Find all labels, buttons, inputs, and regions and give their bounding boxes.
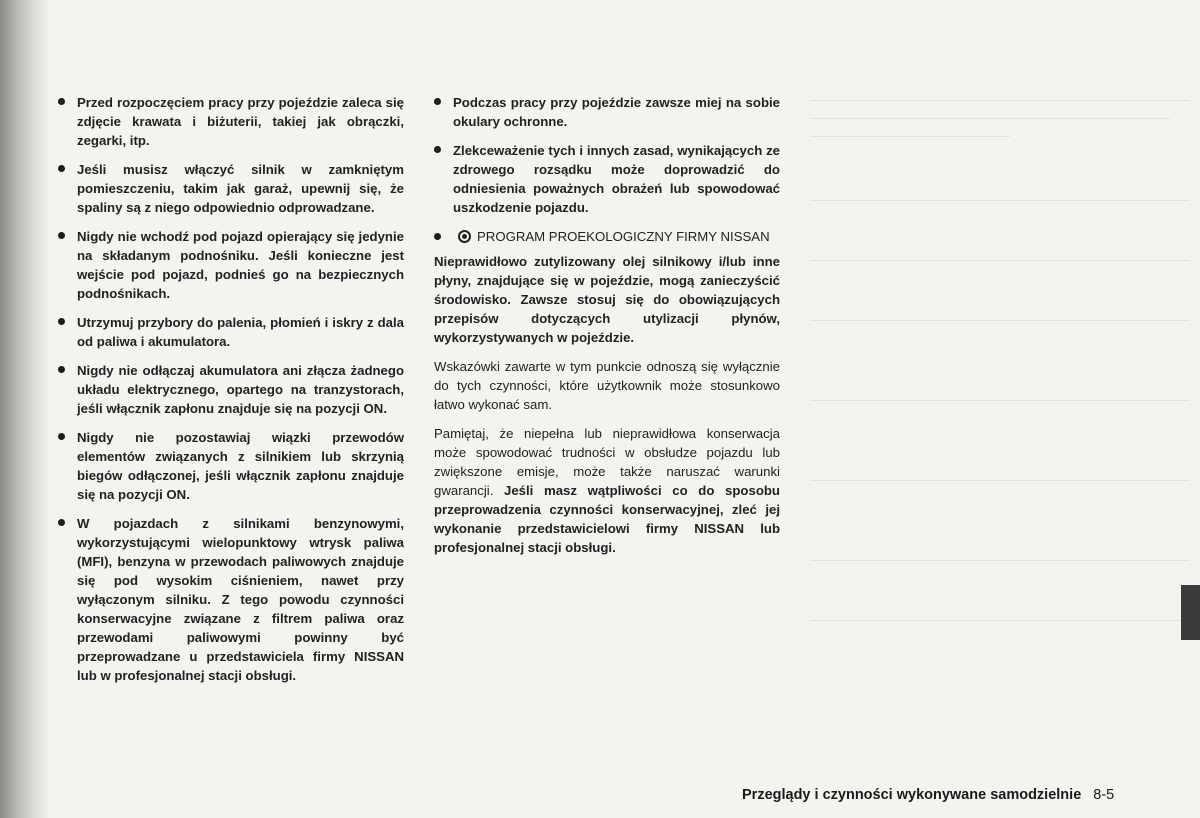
bullet-item: [58, 160, 404, 217]
program-heading-text: PROGRAM PROEKOLOGICZNY FIRMY NISSAN: [477, 229, 770, 244]
bullet-icon: [58, 232, 65, 239]
page-binding-edge: [0, 0, 48, 818]
bullet-icon: [58, 433, 65, 440]
bullet-text: Jeśli musisz włączyć silnik w zamkniętym pomieszczeniu, takim jak garaż, upewnij się, że spaliny są z niego odpowiednio odprowadzane.: [77, 162, 404, 215]
bullet-item: [434, 141, 780, 217]
bullet-item: [58, 361, 404, 418]
bullet-text: Utrzymuj przybory do palenia, płomień i iskry z dala od paliwa i akumulatora.: [77, 315, 404, 349]
bullet-text: Nigdy nie wchodź pod pojazd opierający się jedynie na składanym podnośniku. Jeśli konieczne jest wejście pod pojazd, podnieś go na bezpiecznych podnośnikach.: [77, 229, 404, 301]
bullet-icon: [58, 98, 65, 105]
paragraph-pamietaj-bold: Jeśli masz wątpliwości co do sposobu przeprowadzenia czynności konserwacyjnej, zleć jej wykonanie przedstawicielowi firmy NISSAN lub profesjonalnej stacji obsługi.: [434, 483, 780, 555]
footer-section-title: Przeglądy i czynności wykonywane samodzielnie: [742, 787, 1082, 803]
show-through-artifact: [790, 0, 1200, 700]
page-number: 8-5: [1093, 787, 1115, 803]
program-heading: [434, 227, 780, 246]
environment-icon: [458, 230, 471, 243]
bullet-icon: [58, 165, 65, 172]
bullet-text: W pojazdach z silnikami benzynowymi, wykorzystującymi wielopunktowy wtrysk paliwa (MFI), benzyna w przewodach paliwowych znajduje się pod wysokim ciśnieniem, nawet przy wyłączonym silniku. Z tego powodu czynności konserwacyjne związane z filtrem paliwa oraz przewodami paliwowymi powinny być przeprowadzane u przedstawiciela firmy NISSAN lub w profesjonalnej stacji obsługi.: [77, 516, 404, 683]
bullet-item: [58, 428, 404, 504]
right-column: [434, 93, 780, 567]
bullet-item: [58, 514, 404, 685]
bullet-text: Przed rozpoczęciem pracy przy pojeździe zaleca się zdjęcie krawata i biżuterii, takiej jak obrączki, zegarki, itp.: [77, 95, 404, 148]
bullet-text: Nigdy nie odłączaj akumulatora ani złącza żadnego układu elektrycznego, opartego na tranzystorach, jeśli włącznik zapłonu znajduje się na pozycji ON.: [77, 363, 404, 416]
bullet-item: [58, 313, 404, 351]
paragraph-pamietaj: [434, 424, 780, 557]
page-footer: [742, 787, 1114, 803]
bullet-text: Podczas pracy przy pojeździe zawsze miej na sobie okulary ochronne.: [453, 95, 780, 129]
paragraph-pamietaj-normal: Pamiętaj, że niepełna lub nieprawidłowa konserwacja może spowodować trudności w obsłudze pojazdu lub zwiększone emisje, może także naruszać warunki gwarancji.: [434, 426, 780, 498]
bullet-icon: [58, 318, 65, 325]
bullet-item: [58, 227, 404, 303]
left-column: [58, 93, 404, 695]
bullet-icon: [58, 366, 65, 373]
bullet-item: [434, 93, 780, 131]
bullet-text: Nigdy nie pozostawiaj wiązki przewodów elementów związanych z silnikiem lub skrzynią biegów odłączonej, jeśli włącznik zapłonu znajduje się na pozycji ON.: [77, 430, 404, 502]
program-text: Nieprawidłowo zutylizowany olej silnikowy i/lub inne płyny, znajdujące się w pojeździe, mogą zanieczyścić środowisko. Zawsze stosuj się do obowiązujących przepisów dotyczących utylizacji płynów, wykorzystywanych w pojeździe.: [434, 254, 780, 345]
bullet-item: [58, 93, 404, 150]
bullet-icon: [434, 233, 441, 240]
bullet-icon: [434, 98, 441, 105]
paragraph-wskazowki: Wskazówki zawarte w tym punkcie odnoszą się wyłącznie do tych czynności, które użytkownik może stosunkowo łatwo wykonać sam.: [434, 359, 780, 412]
chapter-tab-marker: [1181, 585, 1200, 640]
bullet-icon: [58, 519, 65, 526]
bullet-icon: [434, 146, 441, 153]
bullet-text: Zlekceważenie tych i innych zasad, wynikających ze zdrowego rozsądku może doprowadzić do odniesienia poważnych obrażeń lub spowodować uszkodzenie pojazdu.: [453, 143, 780, 215]
